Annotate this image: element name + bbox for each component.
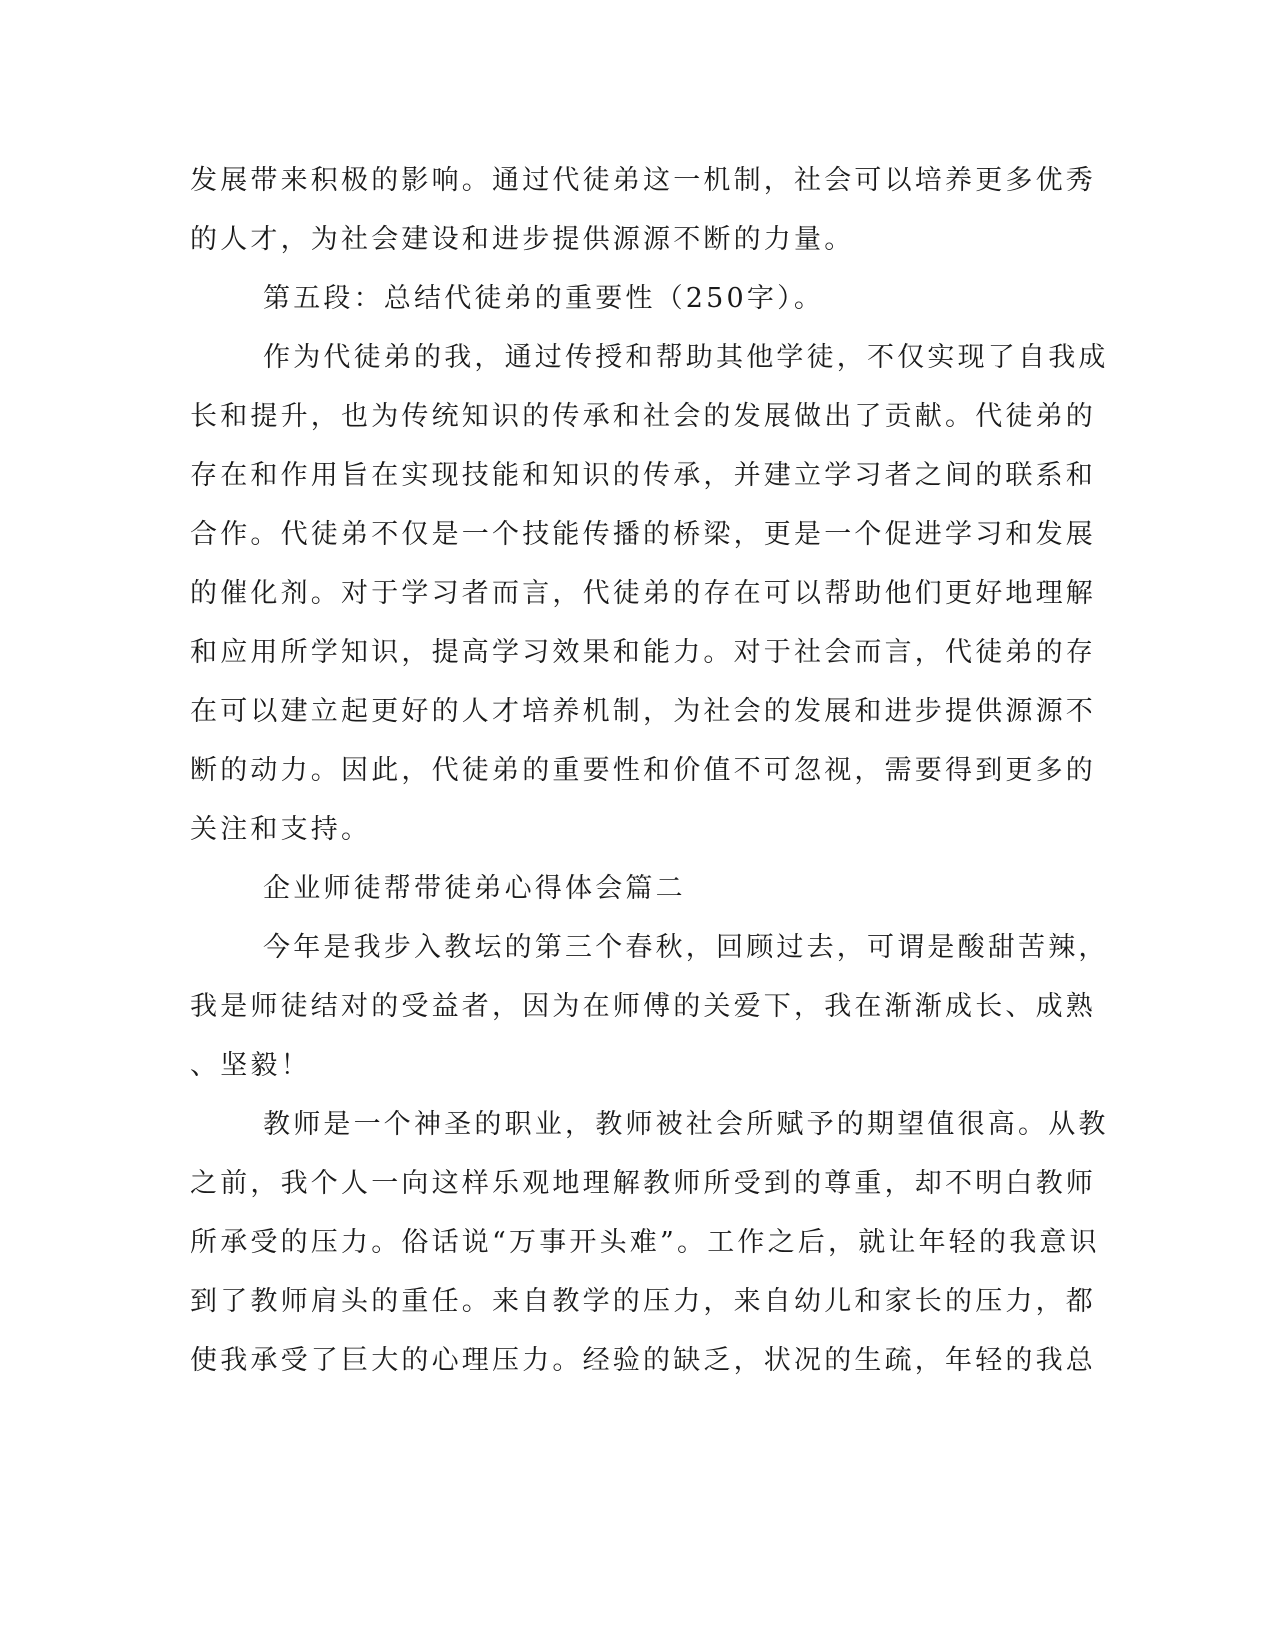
text-line: 发展带来积极的影响。通过代徒弟这一机制，社会可以培养更多优秀 [190,165,1096,196]
text-line: 使我承受了巨大的心理压力。经验的缺乏，状况的生疏，年轻的我总 [190,1345,1096,1376]
text-line: 作为代徒弟的我，通过传授和帮助其他学徒，不仅实现了自我成 [263,342,1109,373]
text-line: 断的动力。因此，代徒弟的重要性和价值不可忽视，需要得到更多的 [190,755,1096,786]
text-line: 合作。代徒弟不仅是一个技能传播的桥梁，更是一个促进学习和发展 [190,519,1096,550]
text-line: 所承受的压力。俗话说“万事开头难”。工作之后，就让年轻的我意识 [190,1227,1100,1258]
text-line: 在可以建立起更好的人才培养机制，为社会的发展和进步提供源源不 [190,696,1096,727]
section-heading: 第五段：总结代徒弟的重要性（250字）。 [263,283,825,314]
text-line: 存在和作用旨在实现技能和知识的传承，并建立学习者之间的联系和 [190,460,1096,491]
text-line: 到了教师肩头的重任。来自教学的压力，来自幼儿和家长的压力，都 [190,1286,1096,1317]
text-line: 的人才，为社会建设和进步提供源源不断的力量。 [190,224,855,255]
text-line: 教师是一个神圣的职业，教师被社会所赋予的期望值很高。从教 [263,1109,1109,1140]
text-line: 关注和支持。 [190,814,372,845]
text-line: 长和提升，也为传统知识的传承和社会的发展做出了贡献。代徒弟的 [190,401,1096,432]
text-line: 今年是我步入教坛的第三个春秋，回顾过去，可谓是酸甜苦辣， [263,932,1109,963]
article-title: 企业师徒帮带徒弟心得体会篇二 [263,873,686,904]
text-line: 我是师徒结对的受益者，因为在师傅的关爱下，我在渐渐成长、成熟 [190,991,1096,1022]
text-line: 、坚毅！ [190,1050,311,1081]
text-line: 的催化剂。对于学习者而言，代徒弟的存在可以帮助他们更好地理解 [190,578,1096,609]
text-line: 和应用所学知识，提高学习效果和能力。对于社会而言，代徒弟的存 [190,637,1096,668]
text-line: 之前，我个人一向这样乐观地理解教师所受到的尊重，却不明白教师 [190,1168,1096,1199]
